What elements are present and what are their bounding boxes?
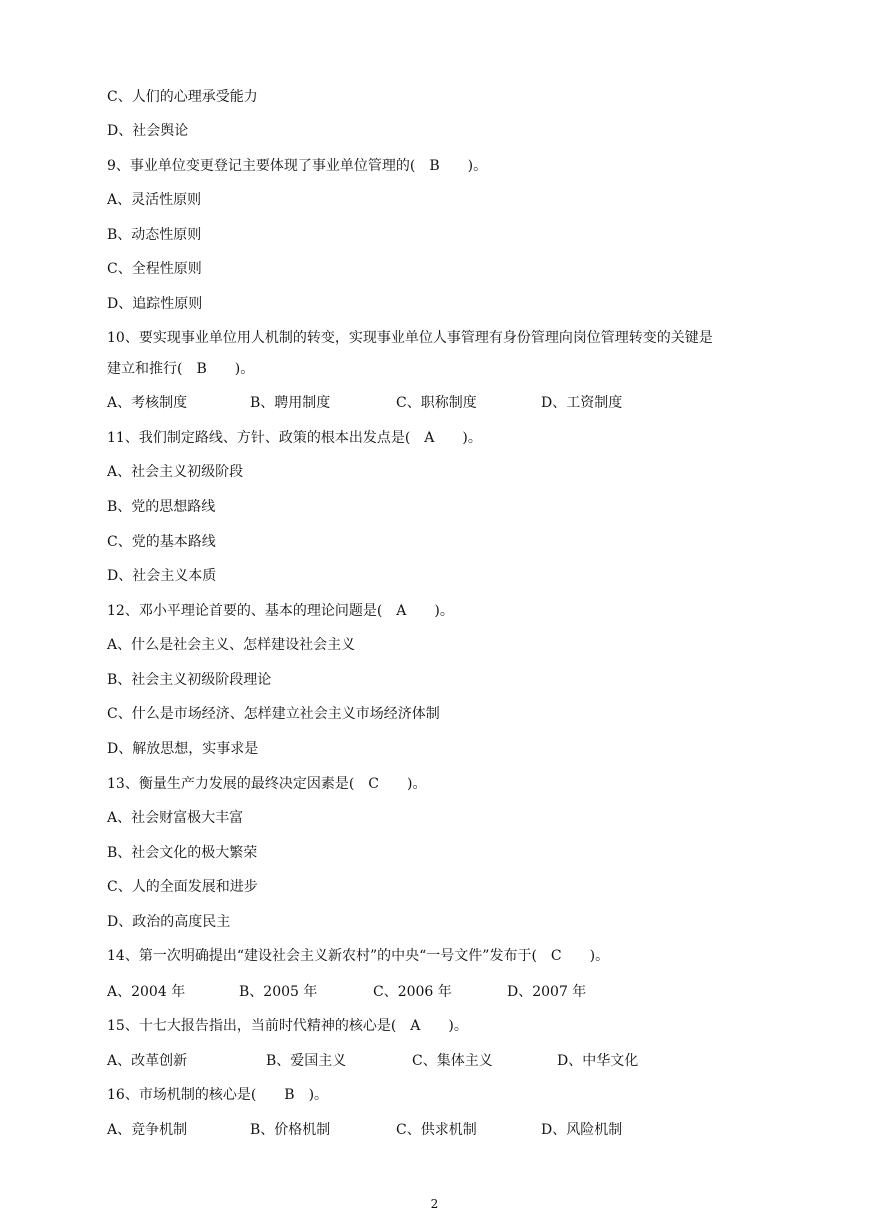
option-q16-b: B、价格机制 bbox=[250, 1122, 331, 1138]
question-10-cont: 建立和推行( B )。 bbox=[107, 361, 255, 377]
option-line: D、解放思想，实事求是 bbox=[107, 741, 259, 757]
option-line: B、党的思想路线 bbox=[107, 499, 216, 515]
option-q16-d: D、风险机制 bbox=[541, 1122, 623, 1138]
option-line: D、政治的高度民主 bbox=[107, 914, 231, 930]
question-11: 11、我们制定路线、方针、政策的根本出发点是( A )。 bbox=[107, 430, 482, 446]
option-line: C、全程性原则 bbox=[107, 261, 202, 277]
option-line: A、社会主义初级阶段 bbox=[107, 464, 244, 480]
question-13: 13、衡量生产力发展的最终决定因素是( C )。 bbox=[107, 776, 427, 792]
option-line: D、追踪性原则 bbox=[107, 296, 203, 312]
option-line: C、什么是市场经济、怎样建立社会主义市场经济体制 bbox=[107, 706, 440, 722]
option-line: B、社会主义初级阶段理论 bbox=[107, 672, 272, 688]
option-line: C、人的全面发展和进步 bbox=[107, 879, 258, 895]
option-q15-a: A、改革创新 bbox=[107, 1053, 188, 1069]
question-16: 16、市场机制的核心是( B )。 bbox=[107, 1087, 329, 1103]
option-q14-d: D、2007 年 bbox=[507, 984, 587, 1000]
option-line: B、社会文化的极大繁荣 bbox=[107, 845, 258, 861]
option-line: D、社会主义本质 bbox=[107, 568, 217, 584]
question-9: 9、事业单位变更登记主要体现了事业单位管理的( B )。 bbox=[107, 158, 488, 174]
option-q10-d: D、工资制度 bbox=[541, 395, 623, 411]
option-q16-a: A、竞争机制 bbox=[107, 1122, 188, 1138]
question-10: 10、要实现事业单位用人机制的转变，实现事业单位人事管理有身份管理向岗位管理转变的关键是 bbox=[107, 330, 713, 346]
question-14: 14、第一次明确提出“建设社会主义新农村”的中央“一号文件”发布于( C )。 bbox=[107, 948, 610, 964]
question-12: 12、邓小平理论首要的、基本的理论问题是( A )。 bbox=[107, 603, 454, 619]
option-line: B、动态性原则 bbox=[107, 227, 202, 243]
option-q15-d: D、中华文化 bbox=[557, 1053, 639, 1069]
page-number: 2 bbox=[430, 1197, 439, 1211]
option-q15-b: B、爱国主义 bbox=[266, 1053, 347, 1069]
option-q10-a: A、考核制度 bbox=[107, 395, 188, 411]
option-line: A、灵活性原则 bbox=[107, 192, 202, 208]
option-q16-c: C、供求机制 bbox=[396, 1122, 477, 1138]
option-q10-c: C、职称制度 bbox=[396, 395, 477, 411]
option-line: A、什么是社会主义、怎样建设社会主义 bbox=[107, 637, 356, 653]
option-line: A、社会财富极大丰富 bbox=[107, 810, 244, 826]
option-q15-c: C、集体主义 bbox=[412, 1053, 493, 1069]
option-q14-c: C、2006 年 bbox=[373, 984, 452, 1000]
option-line: D、社会舆论 bbox=[107, 123, 189, 139]
option-line: C、党的基本路线 bbox=[107, 534, 216, 550]
option-line: C、人们的心理承受能力 bbox=[107, 89, 258, 105]
option-q14-b: B、2005 年 bbox=[239, 984, 318, 1000]
option-q14-a: A、2004 年 bbox=[107, 984, 186, 1000]
question-15: 15、十七大报告指出，当前时代精神的核心是( A )。 bbox=[107, 1018, 468, 1034]
option-q10-b: B、聘用制度 bbox=[250, 395, 331, 411]
